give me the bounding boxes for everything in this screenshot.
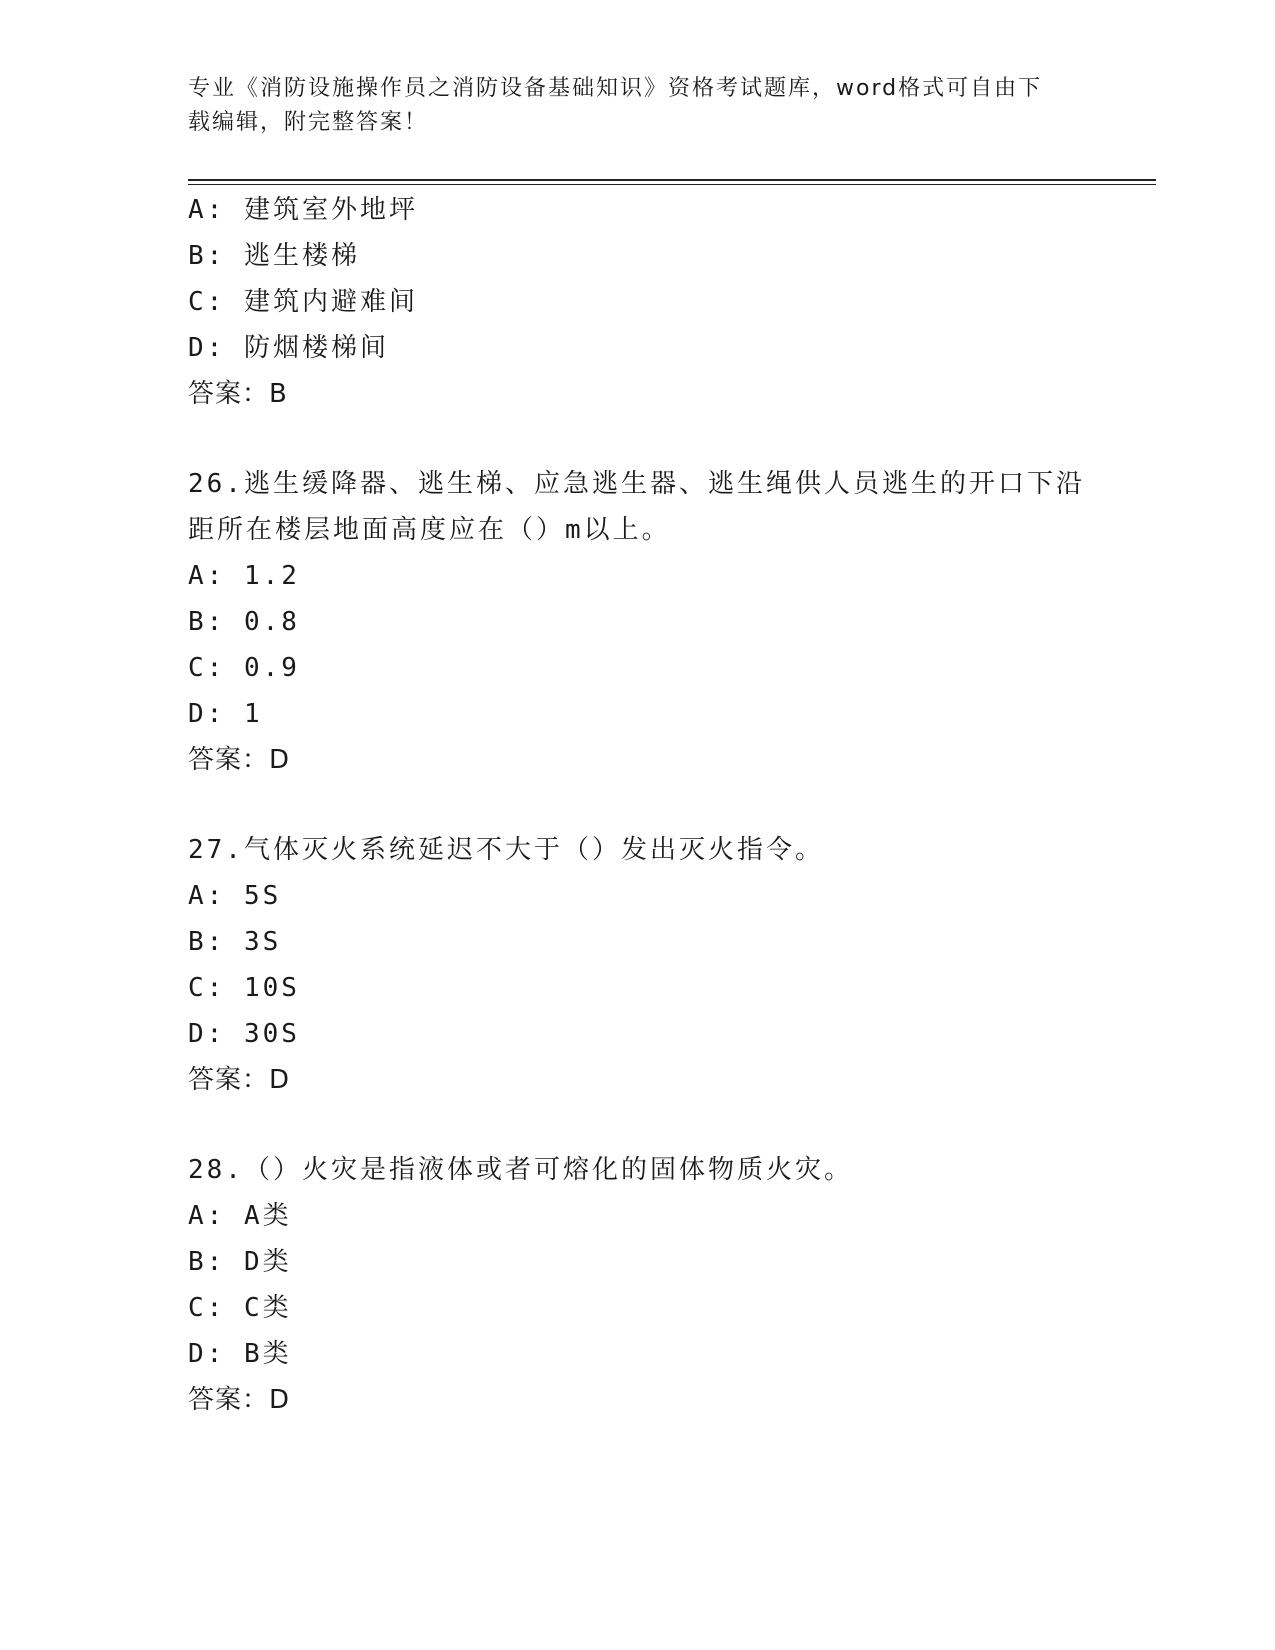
option-d: D: 1	[188, 699, 263, 729]
option-b: B: 0.8	[188, 607, 300, 637]
header-line-1: 专业《消防设施操作员之消防设备基础知识》资格考试题库，word格式可自由下	[188, 76, 1043, 101]
question-25	[188, 187, 1088, 417]
option-a: A: A类	[188, 1201, 292, 1231]
document-header	[188, 72, 1088, 140]
answer-line: 答案：D	[188, 745, 291, 775]
question-27	[188, 827, 1088, 1103]
question-28	[188, 1147, 1088, 1423]
question-26	[188, 461, 1088, 783]
option-b: B: D类	[188, 1247, 292, 1277]
question-text-line-1: 27.气体灭火系统延迟不大于（）发出灭火指令。	[188, 835, 824, 865]
option-a: A: 建筑室外地坪	[188, 195, 418, 225]
option-a: A: 1.2	[188, 561, 300, 591]
option-c: C: C类	[188, 1293, 292, 1323]
answer-line: 答案：B	[188, 379, 288, 409]
header-divider-thick	[188, 179, 1156, 181]
header-divider-thin	[188, 184, 1156, 185]
option-b: B: 3S	[188, 927, 282, 957]
question-text-line-1: 28.（）火灾是指液体或者可熔化的固体物质火灾。	[188, 1155, 853, 1185]
option-c: C: 10S	[188, 973, 300, 1003]
question-list	[188, 187, 1088, 1423]
option-d: D: 防烟楼梯间	[188, 333, 389, 363]
option-c: C: 0.9	[188, 653, 300, 683]
option-d: D: B类	[188, 1339, 292, 1369]
option-b: B: 逃生楼梯	[188, 241, 360, 271]
question-text-line-1: 26.逃生缓降器、逃生梯、应急逃生器、逃生绳供人员逃生的开口下沿	[188, 469, 1085, 499]
question-text-line-2: 距所在楼层地面高度应在（）m以上。	[188, 515, 671, 545]
header-line-2: 载编辑，附完整答案！	[188, 110, 429, 135]
option-c: C: 建筑内避难间	[188, 287, 418, 317]
answer-line: 答案：D	[188, 1065, 291, 1095]
option-a: A: 5S	[188, 881, 282, 911]
option-d: D: 30S	[188, 1019, 300, 1049]
answer-line: 答案：D	[188, 1385, 291, 1415]
